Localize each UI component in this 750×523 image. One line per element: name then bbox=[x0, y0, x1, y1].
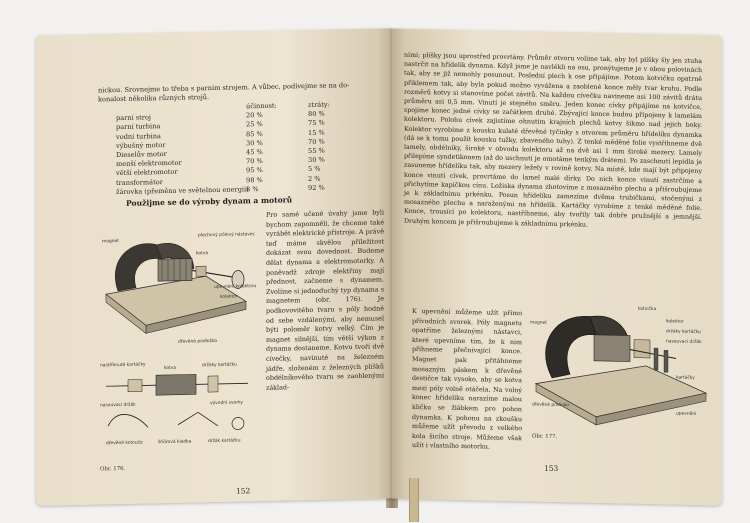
row-name: větší elektromotor bbox=[116, 168, 178, 178]
row-name: výbušný motor bbox=[116, 140, 166, 150]
fig177-label-armature: kotvička bbox=[638, 306, 657, 313]
row-name: Dieselův motor bbox=[116, 150, 167, 160]
left-intro-text: nickou. Srovnejme to třeba s parním strojem. A vůbec, podívejme se na do- konalost několika různých strojů. bbox=[98, 81, 350, 104]
row-efficiency: 8 % bbox=[246, 184, 259, 194]
row-name: parní stroj bbox=[116, 113, 151, 123]
right-body-text: ními; plíšky jsou uprostřed provrtány. Průměr otvoru volíme tak, aby byl plíšky šly jen ztuha nastrčit na hřídelík dynama. Když jsme je navlékli na osu, pronýtujeme je v obou polovinách tak, aby se již nemohly posunout. Poslední plech k ose připájíme. Potom kotvičku opatrně přiklemem tak, aby byla pokud možno vyvážena a zaoblené konce měly tvar kruhu. Podle rozměrů kotvy si stanovíme počet závitů. Na každou cívečku navineme asi 100 závitů drátu průměru asi 0,5 mm. Vinutí je stejného směru. Jeden konec cívky připájíme na kotvičce, spojíme konec jedné cívky se začátkem druhé. Zbývající konce budou připojeny k lamelám kolektoru. Polohu cívek zajistíme ohnutím krajních plechů kotvy šikmo nad jejich boky. Kolektor vyrobíme z kousku kulaté dřevěné tyčinky s otvorem průměru hřídelíku dynamka (dá se k tomu použít kousku tužky, zbaveného tuhy). Z tenké měděné folie vystřihneme dvě lamely, obdélníky, široké v obvodu kolektoru až na dvě asi 1 mm široké mezery. Lamely přilepíme syndetikonem (až do uschnutí je omotáme tenkým drátem). Po zaschnutí lepidla je zasuneme hřídelíku tak, aby mezery ležely v rovině kotvy. Na místě, kde mají být připojeny konce vinutí cívek, provrtáme do lamel malé dírky. Do nich konce vinutí zastrčíme a přichytíme kapičkou cínu. Ložiska dynama zhotovíme z mosazného plechu a přišroubujeme je k základnímu prkénku. Posun hřídelíku zamezíme dvěma trubičkami, stočenými z mosazného plechu a naraženými na hřídelík. Kartáčky vyrobíme z tenké měděné folie. Konce, trousící po kolektoru, nastříhneme, aby tvořily tak dobře pružnější a jemnější. Druhým koncem je přišroubujeme k základnímu prkénku. bbox=[404, 51, 702, 229]
fig176-label-brush-holder: držák kartáčku bbox=[208, 438, 241, 445]
row-efficiency: 95 % bbox=[246, 166, 263, 175]
fig176-label-pulley: šňůrová kladka bbox=[158, 439, 192, 446]
row-loss: 30 % bbox=[308, 155, 325, 165]
fig176-label-pole: plechový pólový nástavec bbox=[198, 232, 256, 239]
fig176-label-magnet: magnet bbox=[102, 238, 119, 245]
fig176-label-slide-holder: nasouvací držák bbox=[100, 402, 136, 409]
row-efficiency: 85 % bbox=[246, 129, 263, 138]
row-name: žárovka (přeměna ve světelnou energii) bbox=[116, 185, 249, 196]
row-name: vodní turbina bbox=[116, 131, 161, 141]
magnet-177 bbox=[546, 315, 596, 378]
fig177-label-mount: upevnění bbox=[676, 411, 697, 417]
row-efficiency: 45 % bbox=[246, 147, 263, 157]
fig176-label-armature-detail: kotva bbox=[164, 365, 177, 372]
row-efficiency: 25 % bbox=[246, 120, 263, 129]
figure-176-detail bbox=[98, 353, 268, 462]
figure-176-caption: Obr. 176. bbox=[100, 465, 126, 473]
ribbon-bookmark bbox=[409, 478, 419, 522]
fig177-label-brushes: kartáčky bbox=[676, 375, 695, 381]
figure-176-dynamo bbox=[96, 213, 266, 367]
row-efficiency: 98 % bbox=[246, 175, 263, 184]
left-page bbox=[36, 28, 392, 505]
fig176-label-wood-discs: dřevěné kotouče bbox=[106, 440, 143, 447]
open-book bbox=[14, 10, 736, 510]
fig176-label-terminals: vývodní svorky bbox=[210, 400, 244, 407]
fig176-label-collector-mount: upevnění kolektoru bbox=[214, 284, 257, 290]
row-efficiency: 20 % bbox=[246, 111, 263, 120]
section-heading: Použijme se do výroby dynam a motorů bbox=[126, 195, 293, 208]
fig176-label-brush-holders: držáky kartáčku bbox=[202, 362, 237, 369]
right-page-number: 153 bbox=[544, 463, 559, 474]
fig177-label-slide-holder: nasouvací držák bbox=[666, 339, 702, 346]
col-efficiency-header: účinnost: bbox=[246, 101, 277, 111]
figure-177-dynamo bbox=[526, 293, 714, 445]
row-name: transformátor bbox=[116, 177, 163, 187]
fig177-label-collector: kolektor bbox=[666, 319, 684, 325]
row-loss: 80 % bbox=[308, 109, 325, 119]
row-name: parní turbina bbox=[116, 122, 161, 132]
horseshoe-magnet bbox=[115, 243, 162, 291]
row-efficiency: 30 % bbox=[246, 138, 263, 148]
row-loss: 2 % bbox=[308, 174, 321, 183]
row-loss: 15 % bbox=[308, 128, 325, 137]
fig177-label-brush-holders: držáky kartáčku bbox=[666, 329, 701, 336]
left-body-text: Pro samé učené úvahy jsme byli bychom zapomněli, že chceme také vyrábět elektrické přístroje. A právě teď máme skvělou příležitost dokázat svou dovednost. Budeme dělat dynama a elektromotorky. A poněvadž zdroje elektřiny mají přednost, začneme s dynamem. Zvolíme si jednoduchý typ dynama s magnetem (obr. 176). Je podkovovitého tvaru s póly hodně od sebe vzdálenými, aby nemusel býti poloměr kotvy velký. Čím je magnet silnější, tím větší výkon z dynama dostaneme. Kotvu tvoří dvě cívečky, navinuté na železném jádře, složeném z železných plíšků obdélníkového tvaru se zaoblenými základ- bbox=[266, 208, 384, 392]
row-loss: 92 % bbox=[308, 183, 325, 192]
armature-177 bbox=[594, 335, 630, 362]
left-page-number: 152 bbox=[236, 486, 251, 496]
right-page bbox=[392, 29, 722, 506]
fig176-label-brushes: nastříhnuté kartáčky bbox=[100, 362, 146, 369]
row-loss: 70 % bbox=[308, 137, 325, 146]
fig176-label-base: dřevěná podložka bbox=[178, 338, 217, 345]
figure-177-caption: Obr. 177. bbox=[532, 433, 558, 441]
row-loss: 5 % bbox=[308, 165, 321, 174]
row-name: menší elektromotor bbox=[116, 158, 182, 169]
fig177-label-board: dřevěné prkénko bbox=[532, 402, 569, 409]
right-side-text: K upevnění můžeme užít přímo přívodních svorek. Póly magnetu opatříme železnými nástavci, které upevníme tím, že k nim přihneme přečnívající konce. Magnet pak přitáhneme mosazným páskem k dřevěné destičce tak vysoko, aby se kotva mezi póly volně otáčela. Na volný konec hřídelíku narazíme malou kličku se žlábkem pro pohon dynamka. K pohonu na zkoušku můžeme užít převodu z velkého kola šicího stroje. Můžeme však užít i vlastního motorku. bbox=[412, 307, 522, 451]
collector bbox=[196, 266, 206, 276]
row-loss: 75 % bbox=[308, 119, 325, 128]
row-loss: 55 % bbox=[308, 146, 325, 156]
row-efficiency: 70 % bbox=[246, 157, 263, 166]
efficiency-table bbox=[116, 100, 348, 197]
armature bbox=[158, 258, 192, 281]
fig176-label-armature: kotva bbox=[196, 251, 209, 257]
fig176-label-collector: kolektor bbox=[220, 294, 238, 300]
fig177-label-magnet: magnet bbox=[530, 320, 547, 326]
col-loss-header: ztráty: bbox=[308, 100, 330, 110]
